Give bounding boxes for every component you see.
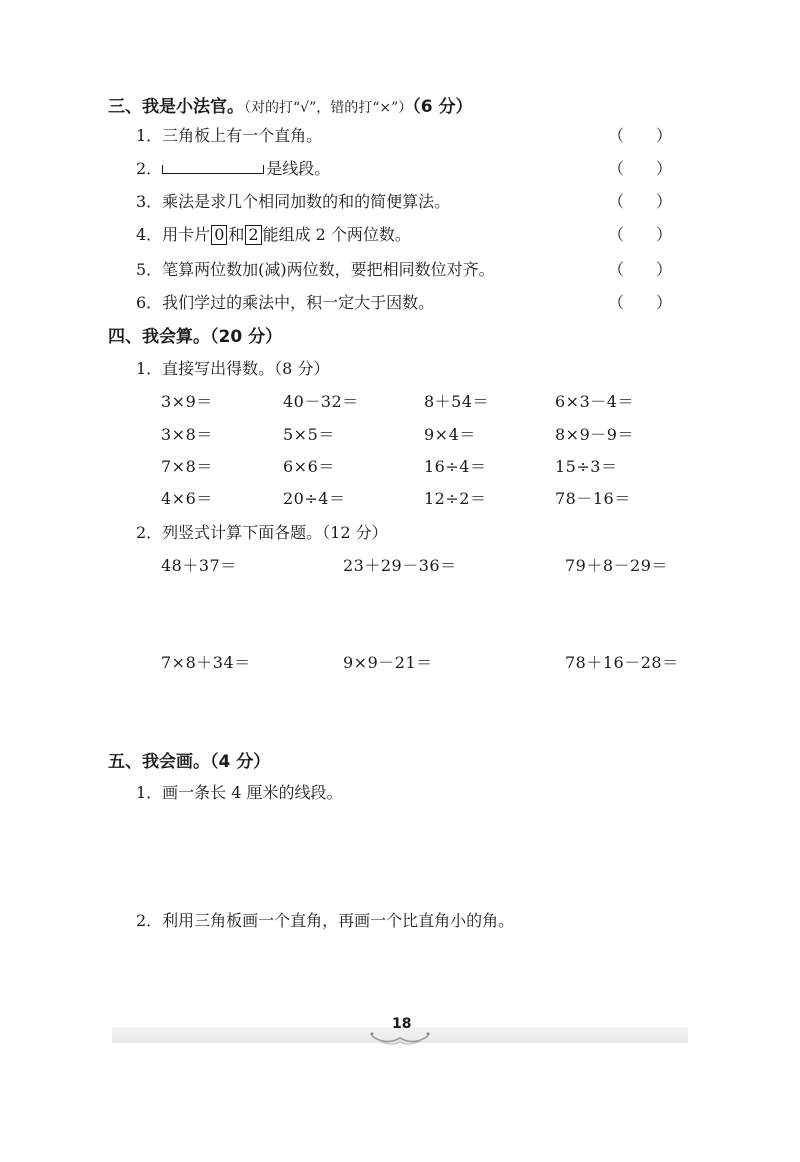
section-3-title: 三、我是小法官。 [108,97,244,117]
calc-1-0: 3×8＝ [161,425,213,444]
judge-item-2: 2． 是线段。 [136,159,331,178]
answer-paren-2[interactable]: （ ） [608,159,673,178]
section-5-score: （4 分） [210,752,271,772]
draw-question-1: 1．画一条长 4 厘米的线段。 [136,783,343,802]
calc-2-3: 15÷3＝ [555,457,618,476]
vertical-1-2: 78＋16－28＝ [565,653,679,672]
section-5-heading [108,747,270,772]
calc-3-3: 78－16＝ [555,489,631,508]
calc-question-2: 2．列竖式计算下面各题。（12 分） [136,523,388,542]
section-5-title: 五、我会画。 [108,752,210,772]
section-3-note: （对的打“√”，错的打“×”） [244,100,413,116]
vertical-0-1: 23＋29－36＝ [343,556,457,575]
calc-0-2: 8＋54＝ [424,392,490,411]
calc-2-2: 16÷4＝ [424,457,487,476]
card-0: 0 [211,225,227,245]
judge-item-1: 1．三角板上有一个直角。 [136,126,323,145]
vertical-0-2: 79＋8－29＝ [565,556,668,575]
vertical-1-0: 7×8＋34＝ [161,653,251,672]
calc-2-0: 7×8＝ [161,457,213,476]
section-3-score: （6 分） [412,97,473,117]
card-2: 2 [245,225,261,245]
calc-3-0: 4×6＝ [161,489,213,508]
draw-question-2: 2．利用三角板画一个直角，再画一个比直角小的角。 [136,911,515,930]
section-4-heading [108,322,282,347]
answer-paren-5[interactable]: （ ） [608,260,673,279]
page-ornament-icon [368,1032,432,1046]
calc-1-1: 5×5＝ [283,425,335,444]
calc-3-1: 20÷4＝ [283,489,346,508]
line-segment-figure [162,165,264,174]
judge-item-4: 4．用卡片 0 和 2 能组成 2 个两位数。 [136,225,411,244]
judge-item-6: 6．我们学过的乘法中，积一定大于因数。 [136,293,435,312]
calc-3-2: 12÷2＝ [424,489,487,508]
calc-1-2: 9×4＝ [424,425,476,444]
calc-0-1: 40－32＝ [283,392,359,411]
vertical-1-1: 9×9－21＝ [343,653,433,672]
page-number: 18 [392,1016,412,1032]
calc-1-3: 8×9－9＝ [555,425,634,444]
calc-0-0: 3×9＝ [161,392,213,411]
section-3-heading [108,92,473,117]
answer-paren-4[interactable]: （ ） [608,225,673,244]
judge-item-5: 5．笔算两位数加(减)两位数，要把相同数位对齐。 [136,260,495,279]
calc-2-1: 6×6＝ [283,457,335,476]
answer-paren-3[interactable]: （ ） [608,192,673,211]
calc-0-3: 6×3－4＝ [555,392,634,411]
vertical-0-0: 48＋37＝ [161,556,237,575]
calc-question-1: 1．直接写出得数。（8 分） [136,359,330,378]
judge-item-3: 3．乘法是求几个相同加数的和的简便算法。 [136,192,451,211]
section-4-score: （20 分） [210,327,283,347]
answer-paren-6[interactable]: （ ） [608,293,673,312]
section-4-title: 四、我会算。 [108,327,210,347]
answer-paren-1[interactable]: （ ） [608,126,673,145]
